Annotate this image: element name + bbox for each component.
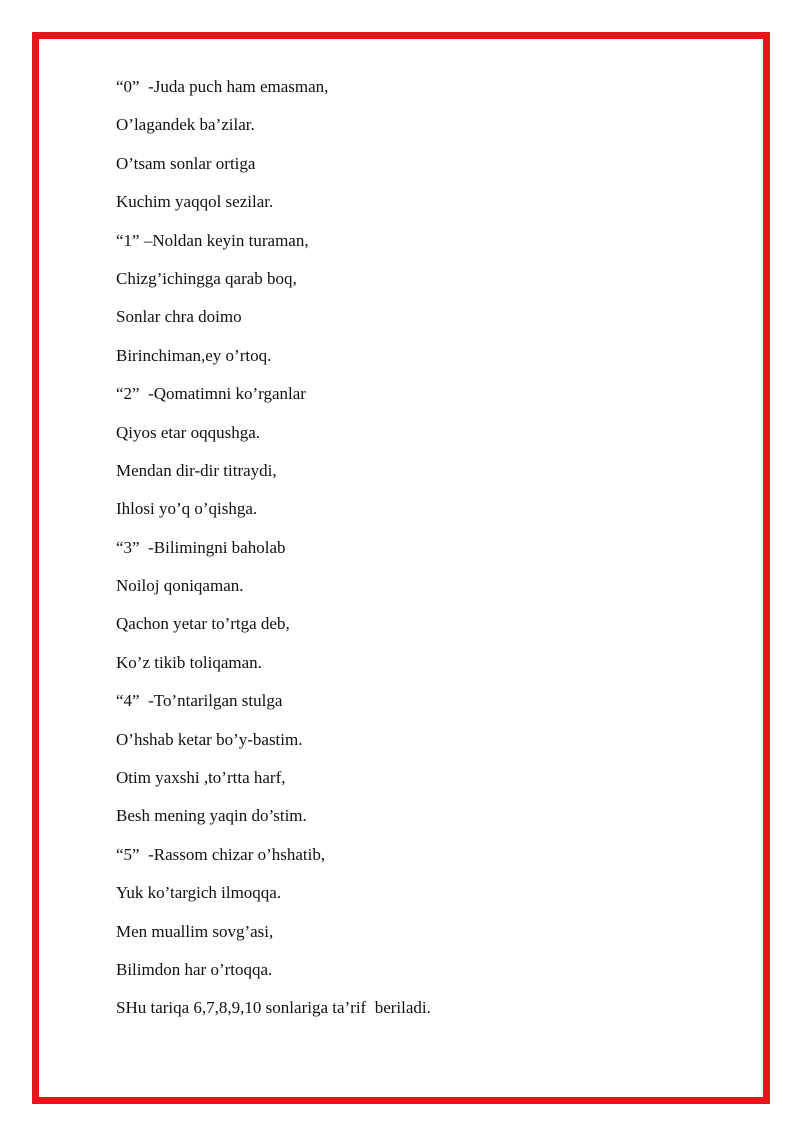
poem-line: Qachon yetar to’rtga deb, [116, 614, 290, 634]
poem-line: Chizg’ichingga qarab boq, [116, 268, 297, 288]
poem-line: Ihlosi yo’q o’qishga. [116, 499, 258, 519]
poem-line: “0” -Juda puch ham emasman, [116, 77, 329, 96]
poem-line: Ko’z tikib toliqaman. [116, 652, 262, 672]
poem-line: Mendan dir-dir titraydi, [116, 460, 277, 480]
poem-line: O’hshab ketar bo’y-bastim. [116, 729, 303, 749]
poem-line: Kuchim yaqqol sezilar. [116, 192, 274, 212]
poem-line: Birinchiman,ey o’rtoq. [116, 345, 272, 365]
poem-line: “3” -Bilimingni baholab [116, 537, 286, 557]
poem-line: Bilimdon har o’rtoqqa. [116, 959, 273, 979]
poem-text [116, 72, 431, 1032]
poem-line: O’lagandek ba’zilar. [116, 115, 255, 135]
poem-line: Yuk ko’targich ilmoqqa. [116, 883, 282, 903]
closing-line: SHu tariqa 6,7,8,9,10 sonlariga ta’rif beriladi. [116, 998, 431, 1018]
poem-line: O’tsam sonlar ortiga [116, 153, 256, 173]
poem-line: Otim yaxshi ,to’rtta harf, [116, 768, 286, 788]
poem-line: “1” –Noldan keyin turaman, [116, 230, 309, 250]
poem-line: “5” -Rassom chizar o’hshatib, [116, 844, 326, 864]
poem-line: “4” -To’ntarilgan stulga [116, 691, 283, 711]
poem-line: Qiyos etar oqqushga. [116, 422, 261, 442]
poem-line: Besh mening yaqin do’stim. [116, 806, 307, 826]
poem-line: Noiloj qoniqaman. [116, 576, 244, 596]
poem-line: Men muallim sovg’asi, [116, 921, 274, 941]
poem-line: Sonlar chra doimo [116, 307, 242, 327]
poem-line: “2” -Qomatimni ko’rganlar [116, 384, 306, 404]
